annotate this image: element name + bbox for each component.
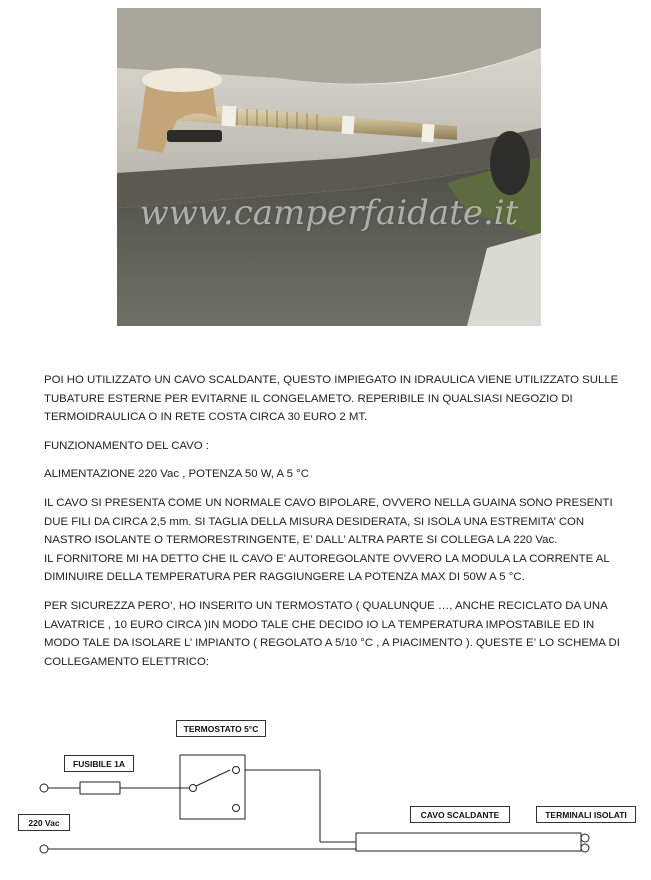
heating-cable-label: CAVO SCALDANTE: [410, 806, 510, 823]
fuse-label: FUSIBILE 1A: [64, 755, 134, 772]
paragraph-description: IL CAVO SI PRESENTA COME UN NORMALE CAVO BIPOLARE, OVVERO NELLA GUAINA SONO PRESENTI DUE FILI DA CIRCA 2,5 mm. SI TAGLIA DELLA MISURA DESIDERATA, SI ISOLA UNA ESTREMITA’ CON NASTRO ISOLANTE O TERMORESTRINGENTE, E’ DALL’ ALTRA PARTE SI COLLEGA LA 220 Vac.: [44, 496, 613, 547]
insulated-terminal-top: [581, 834, 589, 842]
paragraph-supplier: IL FORNITORE MI HA DETTO CHE IL CAVO E’ AUTOREGOLANTE OVVERO LA MODULA LA CORRENTE AL DIMINUIRE DELLA TEMPERATURA PER RAGGIUNGERE LA POTENZA MAX DI 50W A 5 °C.: [44, 552, 610, 584]
input-terminal-bottom: [40, 845, 48, 853]
insulated-terminals-label: TERMINALI ISOLATI: [536, 806, 636, 823]
paragraph-thermostat: PER SICUREZZA PERO’, HO INSERITO UN TERMOSTATO ( QUALUNQUE …, ANCHE RECICLATO DA UNA LAVATRICE , 10 EURO CIRCA )IN MODO TALE CHE DECIDO IO LA TEMPERATURA IMPOSTABILE ED IN MODO TALE DA ISOLARE L’ IMPIANTO ( REGOLATO A 5/10 °C , A PIACIMENTO ). QUESTE E’ LO SCHEMA DI COLLEGAMENTO ELETTRICO:: [44, 599, 620, 668]
fuse-symbol: [80, 782, 120, 794]
pipe-photo-illustration: [117, 8, 541, 326]
thermostat-label: TERMOSTATO 5°C: [176, 720, 266, 737]
wiring-lines: [0, 700, 651, 880]
input-terminal-top: [40, 784, 48, 792]
paragraph-heading: FUNZIONAMENTO DEL CAVO :: [44, 439, 209, 452]
paragraph-specs: ALIMENTAZIONE 220 Vac , POTENZA 50 W, A 5 °C: [44, 468, 309, 481]
power-supply-label: 220 Vac: [18, 814, 70, 831]
heating-cable-symbol: [356, 833, 581, 851]
paragraph-intro: POI HO UTILIZZATO UN CAVO SCALDANTE, QUESTO IMPIEGATO IN IDRAULICA VIENE UTILIZZATO SULLE TUBATURE ESTERNE PER EVITARNE IL CONGELAMETO. REPERIBILE IN QUALSIASI NEGOZIO DI TERMOIDRAULICA O IN RETE COSTA CIRCA 30 EURO 2 MT.: [44, 374, 619, 424]
wiring-diagram: [0, 700, 651, 880]
insulated-terminal-bottom: [581, 844, 589, 852]
photo-watermark: www.camperfaidate.it: [139, 193, 519, 233]
pipe-photo: [117, 8, 541, 326]
article-body: [44, 371, 624, 681]
